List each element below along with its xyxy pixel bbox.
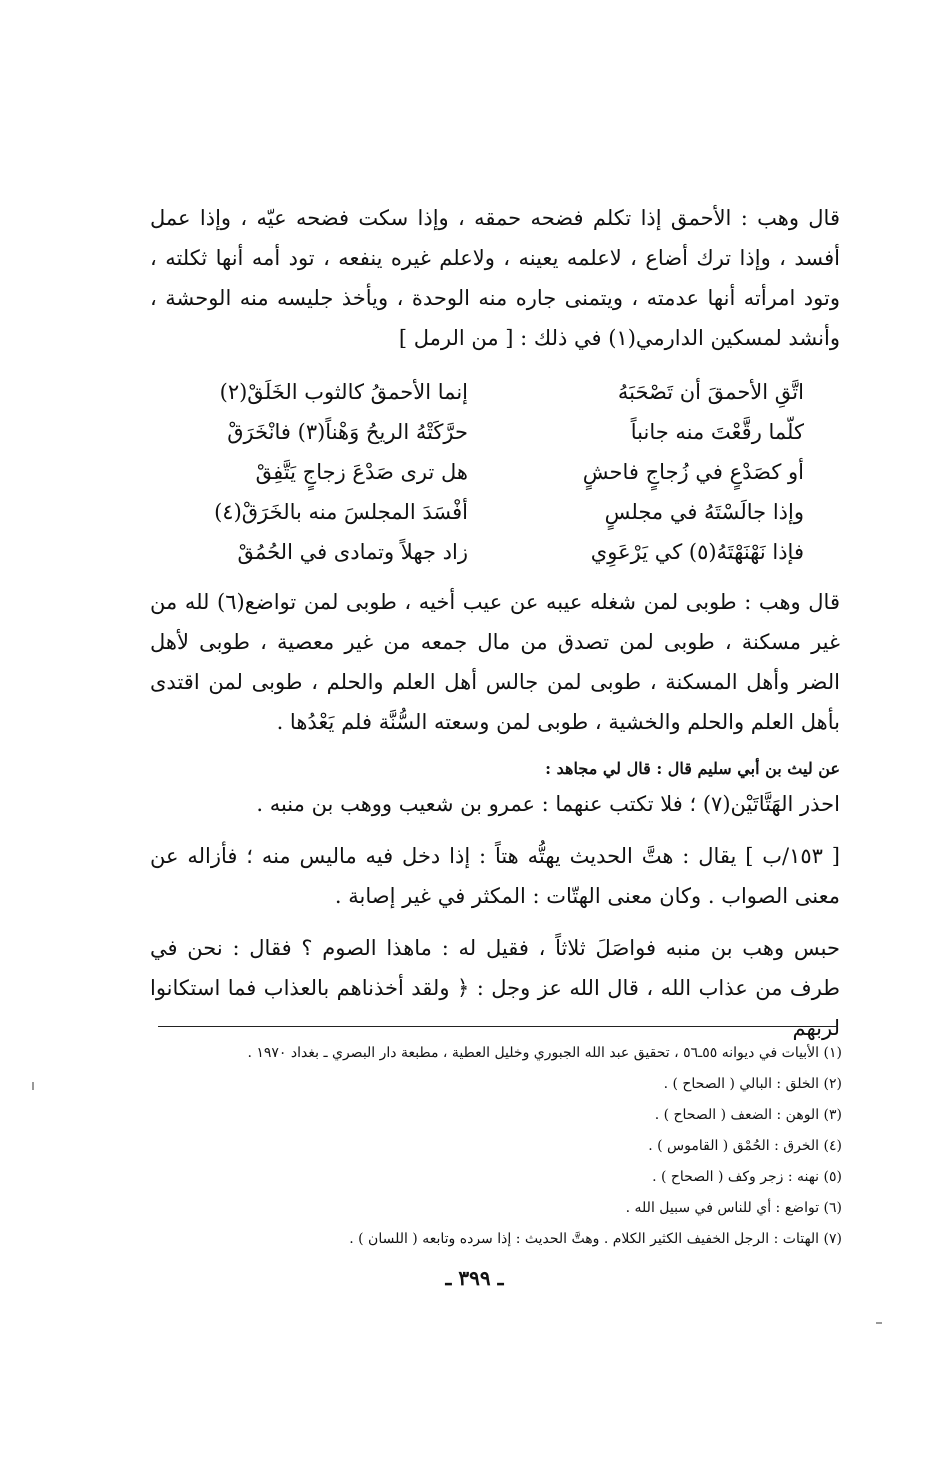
verse-first-hemistich: فإذا نَهْنَهْتَهُ(٥) كي يَرْعَوِي bbox=[590, 540, 804, 564]
verse-line-2 bbox=[150, 412, 840, 452]
footnote-separator bbox=[158, 1026, 838, 1027]
footnote-7: (٧) الهتات : الرجل الخفيف الكثير الكلام . وهتَّ الحديث : إذا سرده وتابعه ( اللسان ) . bbox=[349, 1231, 842, 1247]
verse-second-hemistich: إنما الأحمقُ كالثوب الخَلَقْ(٢) bbox=[219, 380, 468, 404]
hadith-block bbox=[150, 754, 840, 824]
verse-second-hemistich: هل ترى صَدْعَ زجاجٍ يَتَّفِقْ bbox=[255, 460, 468, 484]
footnotes bbox=[150, 1038, 842, 1255]
verse-line-3 bbox=[150, 452, 840, 492]
footnote-6: (٦) تواضع : أي للناس في سبيل الله . bbox=[625, 1200, 842, 1216]
verse-line-4 bbox=[150, 492, 840, 532]
hadith-text: احذر الهَتَّاتَيْن(٧) ؛ فلا تكتب عنهما : عمرو بن شعيب ووهب بن منبه . bbox=[256, 792, 840, 816]
verse-first-hemistich: أو كصَدْعٍ في زُجاجٍ فاحشٍ bbox=[582, 460, 804, 484]
footnote-5: (٥) نهنه : زجر وكف ( الصحاح ) . bbox=[652, 1169, 842, 1185]
paragraph-2: قال وهب : طوبى لمن شغله عيبه عن عيب أخيه ، طوبى لمن تواضع(٦) لله من غير مسكنة ، طوبى لمن تصدق من مال جمعه من غير معصية ، طوبى لأهل الضر وأهل المسكنة ، طوبى لمن جالس أهل العلم والحلم ، طوبى لمن اقتدى بأهل العلم والحلم والخشية ، طوبى لمن وسعته السُّنَّة فلم يَعْدُها . bbox=[150, 590, 840, 734]
verse-second-hemistich: زاد جهلاً وتمادى في الحُمُقْ bbox=[237, 540, 468, 564]
scan-speck bbox=[32, 1082, 34, 1090]
paragraph-3: [ ١٥٣/ب ] يقال : هتَّ الحديث يهتُّه هتاً : إذا دخل فيه ماليس منه ؛ فأزاله عن معنى الصواب . وكان معنى الهتّات : المكثر في غير إصابة . bbox=[150, 844, 841, 908]
scan-speck bbox=[876, 1322, 882, 1324]
page-body bbox=[150, 198, 840, 1048]
verse-line-1 bbox=[150, 372, 840, 412]
footnote-1: (١) الأبيات في ديوانه ٥٥ـ٥٦ ، تحقيق عبد الله الجبوري وخليل العطية ، مطبعة دار البصري ـ بغداد ١٩٧٠ . bbox=[247, 1045, 842, 1061]
footnote-3: (٣) الوهن : الضعف ( الصحاح ) . bbox=[654, 1107, 842, 1123]
verse-first-hemistich: اتَّقِ الأحمقَ أن تَصْحَبَهُ bbox=[617, 380, 804, 404]
page-number: ـ ٣٩٩ ـ bbox=[445, 1266, 504, 1290]
paragraph-4: حبس وهب بن منبه فواصَلَ ثلاثاً ، فقيل له : ماهذا الصوم ؟ فقال : نحن في طرف من عذاب الله ، قال الله عز وجل : ﴿ ولقد أخذناهم بالعذاب فما استكانوا لربهم bbox=[150, 936, 840, 1040]
poem bbox=[150, 372, 840, 572]
paragraph-1: قال وهب : الأحمق إذا تكلم فضحه حمقه ، وإذا سكت فضحه عيّه ، وإذا عمل أفسد ، وإذا ترك أضاع ، لاعلمه يعينه ، ولاعلم غيره ينفعه ، تود أمه أنها ثكلته ، وتود امرأته أنها عدمته ، ويتمنى جاره منه الوحدة ، ويأخذ جليسه منه الوحشة ، وأنشد لمسكين الدارمي(١) في ذلك : [ من الرمل ] bbox=[150, 206, 840, 350]
verse-second-hemistich: أفْسَدَ المجلسَ منه بالخَرَقْ(٤) bbox=[214, 500, 468, 524]
verse-first-hemistich: وإذا جالَسْتَهُ في مجلسٍ bbox=[604, 500, 804, 524]
footnote-4: (٤) الخرق : الحُمْق ( القاموس ) . bbox=[648, 1138, 842, 1154]
verse-second-hemistich: حرَّكَتْهُ الريحُ وَهْناً(٣) فانْخَرَقْ bbox=[227, 420, 468, 444]
footnote-2: (٢) الخلق : البالي ( الصحاح ) . bbox=[663, 1076, 842, 1092]
verse-first-hemistich: كلّما رقَّعْتَ منه جانباً bbox=[630, 420, 804, 444]
hadith-intro: عن ليث بن أبي سليم قال : قال لي مجاهد : bbox=[545, 759, 840, 778]
verse-line-5 bbox=[150, 532, 840, 572]
